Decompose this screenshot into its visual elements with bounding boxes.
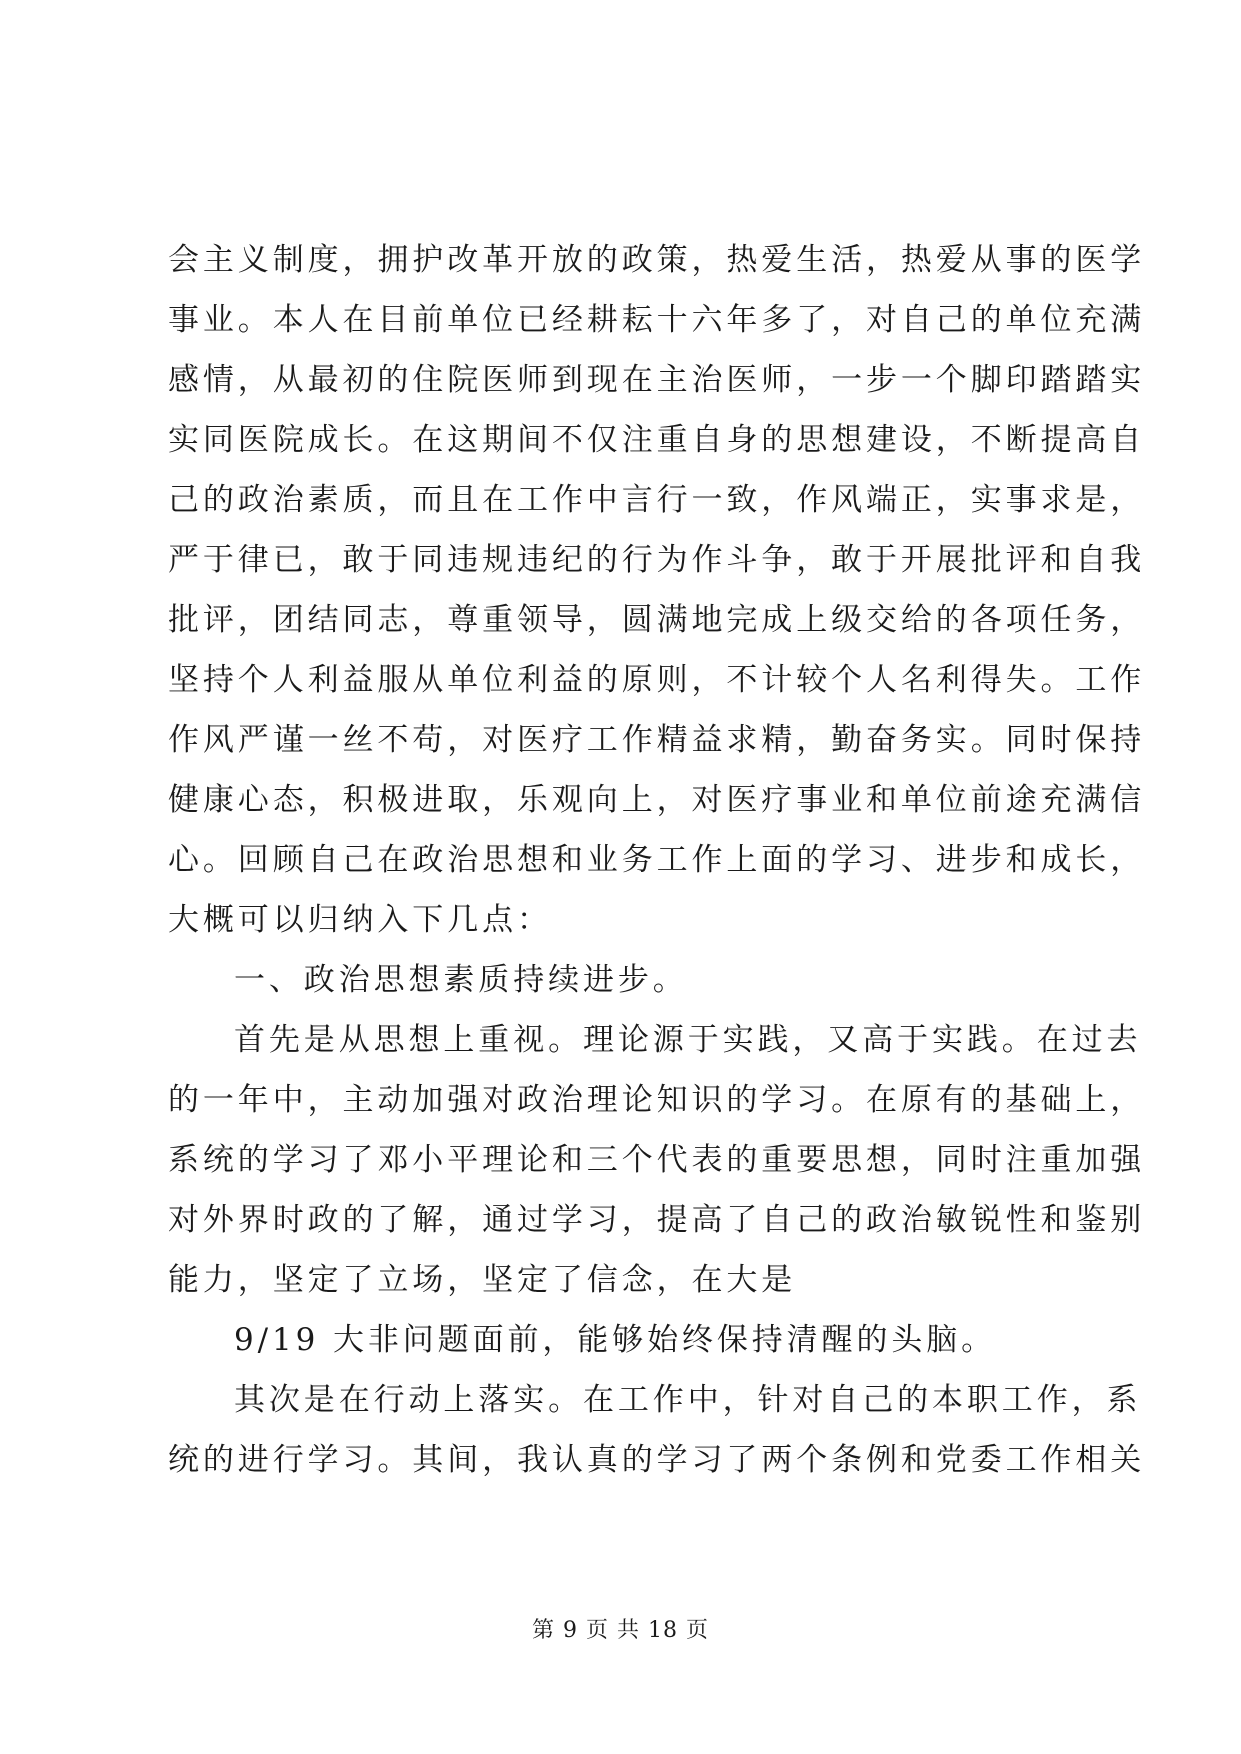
text-line: 会主义制度，拥护改革开放的政策，热爱生活，热爱从事的医学 [168,242,1146,278]
page-number-footer: 第 9 页 共 18 页 [532,1618,709,1643]
section-heading: 一、政治思想素质持续进步。 [234,962,688,998]
text-line: 坚持个人利益服从单位利益的原则，不计较个人名利得失。工作 [168,662,1146,698]
text-line: 感情，从最初的住院医师到现在主治医师，一步一个脚印踏踏实 [168,362,1146,398]
text-line: 其次是在行动上落实。在工作中，针对自己的本职工作，系 [234,1382,1142,1418]
text-line: 心。回顾自己在政治思想和业务工作上面的学习、进步和成长， [168,842,1146,878]
text-line: 首先是从思想上重视。理论源于实践，又高于实践。在过去 [234,1022,1142,1058]
text-line: 的一年中，主动加强对政治理论知识的学习。在原有的基础上， [168,1082,1146,1118]
text-line: 系统的学习了邓小平理论和三个代表的重要思想，同时注重加强 [168,1142,1146,1178]
text-line: 健康心态，积极进取，乐观向上，对医疗事业和单位前途充满信 [168,782,1146,818]
document-body [168,230,1146,1490]
text-line: 严于律已，敢于同违规违纪的行为作斗争，敢于开展批评和自我 [168,542,1146,578]
text-line: 实同医院成长。在这期间不仅注重自身的思想建设，不断提高自 [168,422,1146,458]
text-line: 己的政治素质，而且在工作中言行一致，作风端正，实事求是， [168,482,1146,518]
text-line: 批评，团结同志，尊重领导，圆满地完成上级交给的各项任务， [168,602,1146,638]
text-line: 对外界时政的了解，通过学习，提高了自己的政治敏锐性和鉴别 [168,1202,1146,1238]
text-line: 9/19 大非问题面前，能够始终保持清醒的头脑。 [234,1322,997,1358]
text-line: 事业。本人在目前单位已经耕耘十六年多了，对自己的单位充满 [168,302,1146,338]
text-line: 作风严谨一丝不苟，对医疗工作精益求精，勤奋务实。同时保持 [168,722,1146,758]
text-line: 大概可以归纳入下几点： [168,902,552,938]
text-line: 统的进行学习。其间，我认真的学习了两个条例和党委工作相关 [168,1442,1146,1478]
text-line: 能力，坚定了立场，坚定了信念，在大是 [168,1262,797,1298]
